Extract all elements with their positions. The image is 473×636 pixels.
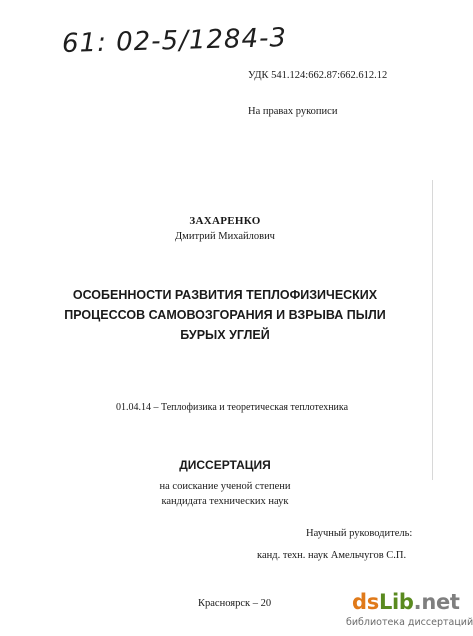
logo-part-ds: ds: [352, 590, 379, 614]
author-surname: ЗАХАРЕНКО: [189, 215, 261, 227]
dissertation-heading: ДИССЕРТАЦИЯ: [179, 458, 271, 472]
author-name: Дмитрий Михайлович: [175, 231, 275, 242]
advisor-name: канд. техн. наук Амельчугов С.П.: [257, 550, 407, 561]
logo-part-lib: Lib: [378, 590, 414, 614]
title-line: ОСОБЕННОСТИ РАЗВИТИЯ ТЕПЛОФИЗИЧЕСКИХ: [72, 288, 378, 302]
watermark[interactable]: [338, 590, 473, 636]
advisor-label: Научный руководитель:: [306, 528, 413, 539]
title-line: БУРЫХ УГЛЕЙ: [180, 328, 270, 342]
handwritten-archive-number: 61: 02-5/1284-3: [61, 23, 288, 59]
city-year: Красноярск – 20: [198, 598, 272, 609]
specialty-code: 01.04.14 – Теплофизика и теоретическая теплотехника: [116, 402, 349, 413]
logo-part-net: .net: [413, 590, 460, 614]
title-line: ПРОЦЕССОВ САМОВОЗГОРАНИЯ И ВЗРЫВА ПЫЛИ: [64, 308, 386, 322]
udc-code: УДК 541.124:662.87:662.612.12: [248, 70, 388, 81]
degree-line-2: кандидата технических наук: [161, 496, 289, 507]
watermark-logo[interactable]: [352, 590, 460, 614]
watermark-subtitle: библиотека диссертаций: [346, 617, 473, 628]
rights-note: На правах рукописи: [248, 106, 338, 117]
dissertation-title: [60, 285, 390, 345]
degree-line-1: на соискание ученой степени: [159, 481, 291, 492]
